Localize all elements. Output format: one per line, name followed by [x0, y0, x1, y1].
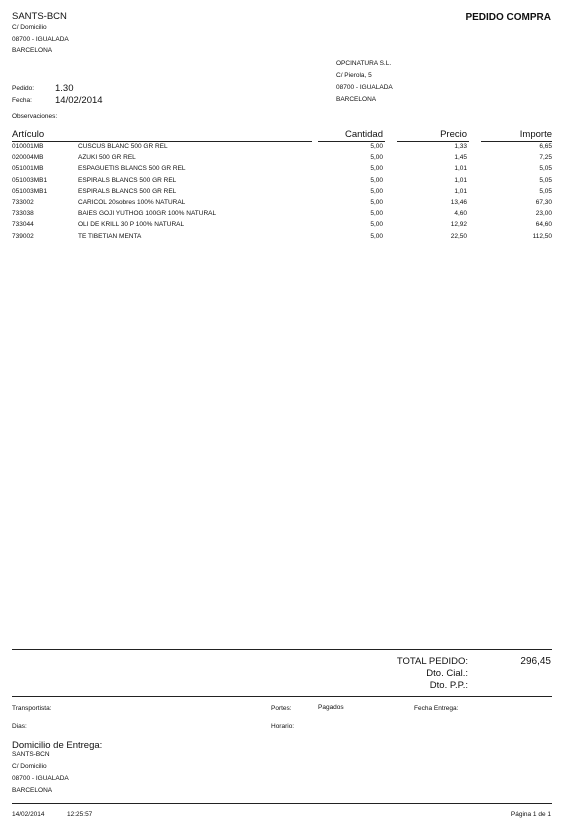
company-city: BARCELONA	[12, 47, 53, 54]
delivery-address-label: Domicilio de Entrega:	[12, 740, 103, 751]
supplier-city: BARCELONA	[336, 96, 377, 103]
footer-page: Página 1 de 1	[510, 811, 551, 818]
article-description: OLI DE KRILL 30 P 100% NATURAL	[78, 221, 185, 229]
footer-time: 12:25:57	[67, 811, 93, 818]
article-code: 010001MB	[12, 143, 44, 150]
article-description: AZUKI 500 GR REL	[78, 154, 136, 162]
article-code: 051003MB1	[12, 176, 48, 184]
amount-cell: 112,50	[532, 232, 552, 240]
amount-cell: 64,60	[535, 221, 552, 229]
price-cell: 1,01	[454, 165, 467, 173]
price-cell: 1,33	[454, 143, 467, 150]
article-description: ESPIRALS BLANCS 500 GR REL	[78, 187, 177, 195]
table-row	[12, 165, 552, 175]
schedule-label: Horario:	[271, 723, 295, 730]
price-cell: 4,60	[454, 210, 467, 218]
table-row	[12, 221, 552, 231]
order-date: 14/02/2014	[55, 95, 103, 106]
amount-cell: 5,05	[539, 176, 552, 184]
article-description: CARICOL 20sobres 100% NATURAL	[78, 199, 186, 206]
amount-cell: 6,65	[539, 143, 552, 150]
amount-cell: 5,05	[539, 165, 552, 173]
amount-cell: 67,30	[535, 199, 552, 206]
order-date-label: Fecha:	[12, 97, 32, 104]
delivery-address1: C/ Domicilio	[12, 763, 47, 770]
quantity-cell: 5,00	[370, 154, 383, 162]
article-code: 739002	[12, 232, 34, 240]
supplier-address1: C/ Pierola, 5	[336, 72, 372, 79]
days-label: Dias:	[12, 723, 27, 730]
header-rule-article	[12, 141, 312, 142]
company-name: SANTS-BCN	[12, 11, 67, 22]
totals-top-rule	[12, 649, 552, 650]
portes-label: Portes:	[271, 705, 292, 712]
header-rule-quantity	[318, 141, 385, 142]
total-value: 296,45	[520, 656, 551, 667]
article-description: TE TIBETIAN MENTA	[78, 232, 142, 240]
price-cell: 13,46	[450, 199, 467, 206]
delivery-date-label: Fecha Entrega:	[414, 705, 459, 712]
header-price: Precio	[440, 129, 467, 140]
price-cell: 1,01	[454, 176, 467, 184]
header-rule-price	[397, 141, 469, 142]
quantity-cell: 5,00	[370, 199, 383, 206]
quantity-cell: 5,00	[370, 221, 383, 229]
order-number-label: Pedido:	[12, 85, 35, 92]
amount-cell: 23,00	[535, 210, 552, 218]
quantity-cell: 5,00	[370, 143, 383, 150]
table-row	[12, 154, 552, 164]
article-code: 733002	[12, 199, 34, 206]
price-cell: 12,92	[450, 221, 467, 229]
table-row	[12, 143, 552, 153]
footer-date: 14/02/2014	[12, 811, 45, 818]
article-code: 020004MB	[12, 154, 44, 162]
supplier-name: OPCINATURA S.L.	[336, 60, 392, 67]
quantity-cell: 5,00	[370, 232, 383, 240]
article-description: ESPAGUETIS BLANCS 500 GR REL	[78, 165, 186, 173]
header-article: Artículo	[12, 129, 45, 140]
table-row	[12, 233, 552, 243]
total-label: TOTAL PEDIDO:	[396, 656, 468, 667]
footer-rule	[12, 803, 552, 804]
header-amount: Importe	[519, 129, 552, 140]
dto-cial-label: Dto. Cial.:	[426, 668, 468, 679]
article-code: 051001MB	[12, 165, 44, 173]
amount-cell: 7,25	[539, 154, 552, 162]
table-row	[12, 199, 552, 209]
company-address1: C/ Domicilio	[12, 24, 47, 31]
article-code: 733038	[12, 210, 34, 218]
company-address2: 08700 - IGUALADA	[12, 36, 69, 43]
quantity-cell: 5,00	[370, 165, 383, 173]
price-cell: 22,50	[450, 232, 467, 240]
price-cell: 1,45	[454, 154, 467, 162]
document-title: PEDIDO COMPRA	[465, 12, 551, 23]
header-rule-amount	[481, 141, 552, 142]
price-cell: 1,01	[454, 187, 467, 195]
quantity-cell: 5,00	[370, 187, 383, 195]
carrier-label: Transportista:	[12, 705, 52, 712]
totals-bottom-rule	[12, 696, 552, 697]
amount-cell: 5,05	[539, 187, 552, 195]
article-description: ESPIRALS BLANCS 500 GR REL	[78, 176, 177, 184]
delivery-address2: 08700 - IGUALADA	[12, 775, 69, 782]
table-row	[12, 210, 552, 220]
article-description: BAIES GOJI YUTHOG 100GR 100% NATURAL	[78, 210, 217, 218]
delivery-city: BARCELONA	[12, 787, 53, 794]
table-row	[12, 177, 552, 187]
supplier-address2: 08700 - IGUALADA	[336, 84, 393, 91]
article-code: 051003MB1	[12, 187, 48, 195]
article-code: 733044	[12, 221, 34, 229]
article-description: CUSCUS BLANC 500 GR REL	[78, 143, 168, 150]
quantity-cell: 5,00	[370, 176, 383, 184]
portes-value: Pagados	[318, 704, 344, 711]
delivery-name: SANTS-BCN	[12, 751, 50, 758]
header-quantity: Cantidad	[344, 129, 383, 140]
table-row	[12, 188, 552, 198]
quantity-cell: 5,00	[370, 210, 383, 218]
dto-pp-label: Dto. P.P.:	[429, 680, 468, 691]
notes-label: Observaciones:	[12, 113, 58, 120]
order-number: 1.30	[55, 83, 74, 94]
